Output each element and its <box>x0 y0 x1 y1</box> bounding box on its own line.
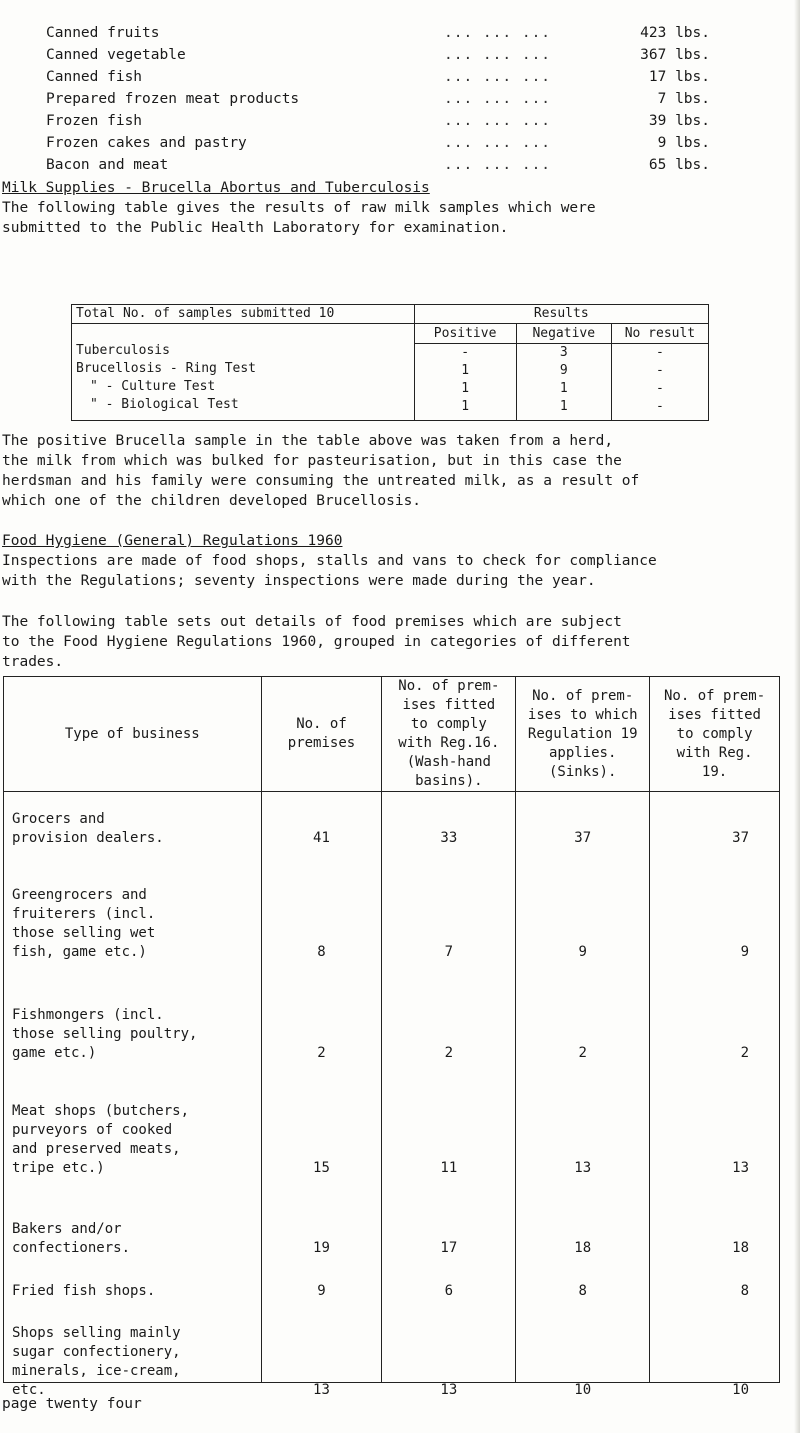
food-item-name: Frozen cakes and pastry <box>46 135 247 151</box>
header-line: premises <box>287 735 356 751</box>
type-line: and preserved meats, <box>12 1141 181 1157</box>
type-line: tripe etc.) <box>12 1160 105 1176</box>
leader-dots: ... ... ... <box>444 69 552 85</box>
header-line: No. of prem- <box>532 687 634 704</box>
header-line: Type of business <box>64 725 200 742</box>
reg16-column <box>382 792 516 1398</box>
type-line: Fishmongers (incl. <box>12 1007 164 1023</box>
header-line: (Wash-hand <box>406 754 491 770</box>
leader-dots: ... ... ... <box>444 25 552 41</box>
type-line: fruiterers (incl. <box>12 906 156 922</box>
col-header-fitted19 <box>650 677 780 792</box>
reg19-values <box>516 792 649 1398</box>
paragraph-line: Inspections are made of food shops, stalls and vans to check for compliance <box>2 553 657 569</box>
reg16-values <box>382 792 515 1398</box>
paragraph-line: to the Food Hygiene Regulations 1960, grouped in categories of different <box>2 634 631 650</box>
cell-value: 15 <box>313 1160 330 1176</box>
food-item-quantity: 367 lbs. <box>640 47 710 63</box>
paragraph-line: The positive Brucella sample in the table above was taken from a herd, <box>2 433 614 449</box>
list-item <box>46 66 746 88</box>
samples-submitted-header: Total No. of samples submitted 10 <box>72 305 415 324</box>
header-line: to comply <box>410 716 487 732</box>
col-header-negative: Negative <box>516 324 611 344</box>
header-line: ises fitted <box>402 697 496 713</box>
food-item-name: Prepared frozen meat products <box>46 91 300 107</box>
header-line: with Reg.16. <box>398 735 500 751</box>
list-item <box>46 44 746 66</box>
cell-value: 13 <box>574 1160 592 1176</box>
leader-dots: ... ... ... <box>444 47 552 63</box>
type-line: purveyors of cooked <box>12 1122 173 1138</box>
table-row-type <box>12 1220 261 1258</box>
type-line: Grocers and <box>12 811 105 827</box>
food-premises-table <box>3 676 780 1398</box>
cell-value: 1 <box>461 363 470 379</box>
header-line: ises to which <box>527 706 638 723</box>
table-row-type <box>12 1006 261 1063</box>
food-supplies-list <box>46 22 746 176</box>
leader-dots: ... ... ... <box>444 113 552 129</box>
list-item <box>46 110 746 132</box>
cell-value: 9 <box>559 363 568 379</box>
cell-value: 1 <box>559 381 568 397</box>
positive-values <box>414 344 516 421</box>
reg19-column <box>516 792 650 1398</box>
paragraph-line: the milk from which was bulked for pasteurisation, but in this case the <box>2 453 622 469</box>
cell-value: 2 <box>578 1045 587 1061</box>
cell-value: - <box>656 345 664 361</box>
test-label: Tuberculosis <box>76 343 170 358</box>
paragraph-line: The following table gives the results of raw milk samples which were <box>2 200 596 216</box>
food-item-quantity: 17 lbs. <box>648 69 710 85</box>
header-line: to comply <box>676 725 753 742</box>
type-list <box>4 792 261 1398</box>
header-line: with Reg. <box>676 744 753 761</box>
food-hygiene-table-intro <box>2 612 782 672</box>
table-row-type <box>12 886 261 962</box>
header-line: ises fitted <box>668 706 761 723</box>
col-header-reg19 <box>516 677 650 792</box>
cell-value: 1 <box>461 381 470 397</box>
premises-values <box>262 792 382 1398</box>
cell-value: 1 <box>559 399 568 415</box>
cell-value: 9 <box>578 944 587 960</box>
food-item-name: Frozen fish <box>46 113 143 129</box>
cell-value: - <box>656 399 664 415</box>
type-line: those selling poultry, <box>12 1026 198 1042</box>
paragraph-line: submitted to the Public Health Laboratory for examination. <box>2 220 509 236</box>
fitted19-values <box>650 792 779 1398</box>
header-line: (Sinks). <box>548 763 617 780</box>
milk-section-heading: Milk Supplies - Brucella Abortus and Tuberculosis <box>2 180 430 196</box>
header-line: basins). <box>415 773 483 789</box>
page-footer: page twenty four <box>2 1396 142 1412</box>
table-row-type <box>12 1324 261 1400</box>
type-line: etc. <box>12 1382 46 1398</box>
paragraph-line: trades. <box>2 654 64 670</box>
list-item <box>46 88 746 110</box>
cell-value: 17 <box>440 1240 458 1256</box>
type-line: minerals, ice-cream, <box>12 1363 181 1379</box>
type-line: provision dealers. <box>12 830 164 846</box>
type-line: those selling wet <box>12 925 156 941</box>
milk-results-table <box>71 304 709 421</box>
test-label: Brucellosis - Ring Test <box>76 361 257 376</box>
type-line: Shops selling mainly <box>12 1325 181 1341</box>
col-header-reg16 <box>382 677 516 792</box>
food-item-quantity: 423 lbs. <box>640 25 710 41</box>
cell-value: 10 <box>574 1382 592 1398</box>
header-line: No. of prem- <box>664 687 766 704</box>
paragraph-line: with the Regulations; seventy inspections were made during the year. <box>2 573 596 589</box>
test-label: " - Culture Test <box>90 379 216 394</box>
food-item-quantity: 7 lbs. <box>657 91 710 107</box>
negative-values <box>516 344 611 421</box>
cell-value: 1 <box>461 399 470 415</box>
cell-value: 13 <box>313 1382 330 1398</box>
food-item-quantity: 39 lbs. <box>648 113 710 129</box>
leader-dots: ... ... ... <box>444 157 552 173</box>
cell-value: - <box>461 345 470 361</box>
cell-value: 2 <box>317 1045 326 1061</box>
fitted19-column <box>650 792 780 1398</box>
table-row-type <box>12 810 261 848</box>
food-hygiene-intro <box>2 531 782 591</box>
cell-value: 33 <box>440 830 458 846</box>
cell-value: 37 <box>732 830 749 846</box>
cell-value: 9 <box>317 1283 326 1299</box>
paragraph-line: which one of the children developed Brucellosis. <box>2 493 422 509</box>
type-line: confectioners. <box>12 1240 131 1256</box>
cell-value: 6 <box>444 1283 454 1299</box>
paragraph-line: herdsman and his family were consuming the untreated milk, as a result of <box>2 473 640 489</box>
paragraph-line: The following table sets out details of food premises which are subject <box>2 614 622 630</box>
cell-value: 9 <box>740 944 749 960</box>
cell-value: 19 <box>313 1240 330 1256</box>
table-row-type <box>12 1282 261 1301</box>
cell-value: 11 <box>440 1160 458 1176</box>
premises-column <box>261 792 382 1398</box>
header-line: No. of prem- <box>398 678 500 694</box>
food-item-name: Canned vegetable <box>46 47 186 63</box>
type-line: Fried fish shops. <box>12 1283 156 1299</box>
type-line: Greengrocers and <box>12 887 147 903</box>
type-line: Meat shops (butchers, <box>12 1103 190 1119</box>
cell-value: 13 <box>732 1160 749 1176</box>
table-row-type <box>12 1102 261 1178</box>
header-line: No. of <box>296 716 347 732</box>
tests-cell <box>72 324 415 421</box>
cell-value: 8 <box>578 1283 587 1299</box>
col-header-premises <box>261 677 382 792</box>
col-header-positive: Positive <box>414 324 516 344</box>
milk-section-intro <box>2 178 782 238</box>
no-result-values <box>611 344 708 421</box>
cell-value: 13 <box>440 1382 458 1398</box>
leader-dots: ... ... ... <box>444 135 552 151</box>
results-header: Results <box>414 305 708 324</box>
cell-value: 18 <box>732 1240 749 1256</box>
cell-value: 18 <box>574 1240 592 1256</box>
cell-value: 2 <box>444 1045 454 1061</box>
list-item <box>46 132 746 154</box>
header-line: Regulation 19 <box>527 725 638 742</box>
food-item-name: Canned fish <box>46 69 143 85</box>
leader-dots: ... ... ... <box>444 91 552 107</box>
type-line: sugar confectionery, <box>12 1344 181 1360</box>
header-line: 19. <box>701 763 728 780</box>
food-item-name: Bacon and meat <box>46 157 169 173</box>
header-line: applies. <box>548 744 617 761</box>
cell-value: 8 <box>317 944 326 960</box>
test-label: " - Biological Test <box>90 397 239 412</box>
col-header-type <box>4 677 262 792</box>
brucella-note <box>2 431 782 511</box>
cell-value: 10 <box>732 1382 749 1398</box>
list-item <box>46 22 746 44</box>
cell-value: 3 <box>559 345 568 361</box>
type-column <box>4 792 262 1398</box>
food-item-quantity: 9 lbs. <box>657 135 710 151</box>
page-edge-shadow <box>794 0 800 1433</box>
type-line: fish, game etc.) <box>12 944 147 960</box>
cell-value: 7 <box>444 944 454 960</box>
food-hygiene-heading: Food Hygiene (General) Regulations 1960 <box>2 533 343 549</box>
food-item-name: Canned fruits <box>46 25 160 41</box>
type-line: game etc.) <box>12 1045 97 1061</box>
food-item-quantity: 65 lbs. <box>648 157 710 173</box>
cell-value: - <box>656 381 664 397</box>
cell-value: 37 <box>574 830 592 846</box>
col-header-no-result: No result <box>611 324 708 344</box>
cell-value: 41 <box>313 830 330 846</box>
cell-value: 8 <box>740 1283 749 1299</box>
cell-value: 2 <box>740 1045 749 1061</box>
cell-value: - <box>656 363 664 379</box>
type-line: Bakers and/or <box>12 1221 122 1237</box>
list-item <box>46 154 746 176</box>
